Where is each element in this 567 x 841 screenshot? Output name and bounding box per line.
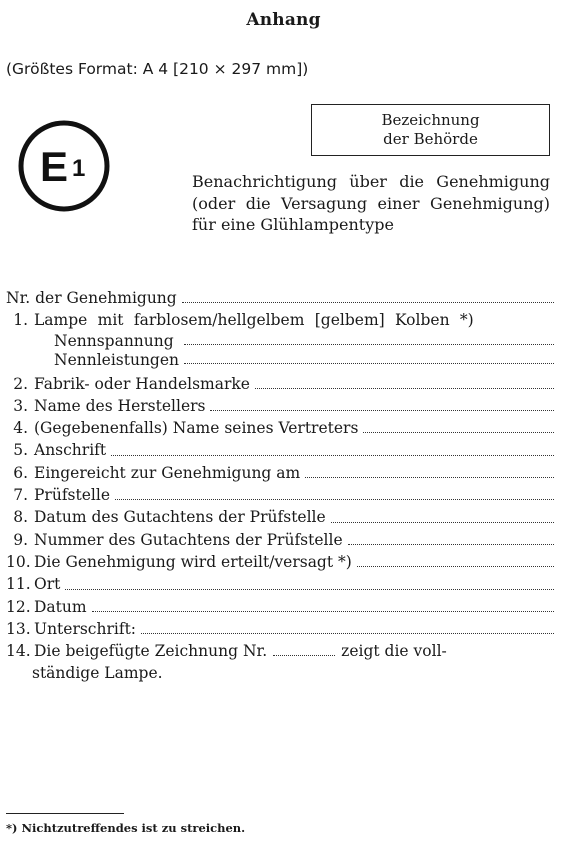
sub-item-label: Nennleistungen (54, 350, 180, 369)
item-label: Lampe mit farblosem/hellgelbem [gelbem] Kolben *) (34, 311, 474, 330)
item-label: Anschrift (34, 441, 107, 460)
item-number: 4. (13, 419, 28, 438)
item-number: 10. (6, 552, 31, 571)
item-number: 2. (13, 374, 28, 393)
fill-line[interactable] (331, 521, 554, 523)
item-continuation: ständige Lampe. (32, 664, 163, 683)
fill-line[interactable] (141, 632, 554, 634)
item-number: 8. (13, 508, 28, 527)
fill-line[interactable] (305, 476, 554, 478)
fill-line[interactable] (182, 301, 554, 303)
form-item-12 (6, 596, 554, 618)
item-number: 14. (6, 642, 31, 661)
item-label: Datum des Gutachtens der Prüfstelle (34, 508, 326, 527)
fill-line[interactable] (255, 387, 554, 389)
form-item-10 (6, 551, 554, 573)
fill-line[interactable] (65, 588, 554, 590)
item-number: 7. (13, 486, 28, 505)
item-label: Datum (34, 597, 87, 616)
emblem-number: 1 (72, 155, 86, 182)
form-item-9 (6, 529, 554, 551)
form-item-3 (6, 395, 554, 417)
approval-emblem (16, 118, 112, 214)
footnote: *) Nichtzutreffendes ist zu streichen. (6, 821, 246, 835)
page-title: Anhang (246, 10, 321, 30)
item-number: 12. (6, 597, 31, 616)
item-label: Die Genehmigung wird erteilt/versagt *) (34, 552, 352, 571)
item-label: Fabrik- oder Handelsmarke (34, 374, 250, 393)
fill-line[interactable] (115, 498, 554, 500)
drawing-number-fill-line[interactable] (273, 654, 335, 656)
fill-line[interactable] (210, 409, 554, 411)
item-label: Prüfstelle (34, 486, 111, 505)
fill-line[interactable] (111, 454, 554, 456)
form-item-4 (6, 417, 554, 439)
fill-line[interactable] (363, 431, 554, 433)
form-item-14-continuation (6, 662, 554, 684)
form-item-7 (6, 484, 554, 506)
form-item-5 (6, 439, 554, 461)
authority-box-line1: Bezeichnung (381, 111, 480, 129)
form-item-14 (6, 640, 554, 662)
item-label: Ort (34, 575, 61, 594)
emblem-letter: E (40, 143, 69, 190)
fill-line[interactable] (357, 565, 554, 567)
item-number: 6. (13, 463, 28, 482)
authority-box (311, 104, 550, 156)
item-number: 11. (6, 575, 31, 594)
approval-form (6, 287, 554, 685)
approval-number-label: Nr. der Genehmigung (6, 289, 177, 307)
form-item-8 (6, 506, 554, 528)
notification-text: Benachrichtigung über die Genehmigung (oder die Versagung einer Genehmigung) für eine Glühlampentype (192, 172, 550, 234)
fill-line[interactable] (92, 610, 554, 612)
item-label-before: Die beigefügte Zeichnung Nr. (34, 642, 268, 661)
item-number: 9. (13, 530, 28, 549)
item-number: 13. (6, 619, 31, 638)
form-item-11 (6, 573, 554, 595)
form-item-6 (6, 462, 554, 484)
approval-number-row (6, 287, 554, 309)
item-label-after: zeigt die voll- (341, 642, 447, 661)
item-label: Unterschrift: (34, 619, 137, 638)
item-number: 1. (13, 311, 28, 330)
fill-line[interactable] (184, 362, 554, 364)
item-label: Eingereicht zur Genehmigung am (34, 463, 301, 482)
form-item-1 (6, 309, 554, 331)
fill-line[interactable] (348, 543, 554, 545)
fill-line[interactable] (184, 343, 554, 345)
item-number: 5. (13, 441, 28, 460)
item-label: Nummer des Gutachtens der Prüfstelle (34, 530, 343, 549)
sub-item-label: Nennspannung (54, 331, 174, 350)
footnote-divider (6, 813, 124, 814)
approval-circle-icon (16, 118, 112, 214)
authority-box-line2: der Behörde (383, 130, 478, 148)
sub-item-power (6, 351, 554, 370)
format-note: (Größtes Format: A 4 [210 × 297 mm]) (6, 60, 309, 78)
item-number: 3. (13, 396, 28, 415)
item-label: (Gegebenenfalls) Name seines Vertreters (34, 419, 359, 438)
sub-item-voltage (6, 332, 554, 351)
form-item-2 (6, 373, 554, 395)
form-item-13 (6, 618, 554, 640)
item-label: Name des Herstellers (34, 396, 206, 415)
